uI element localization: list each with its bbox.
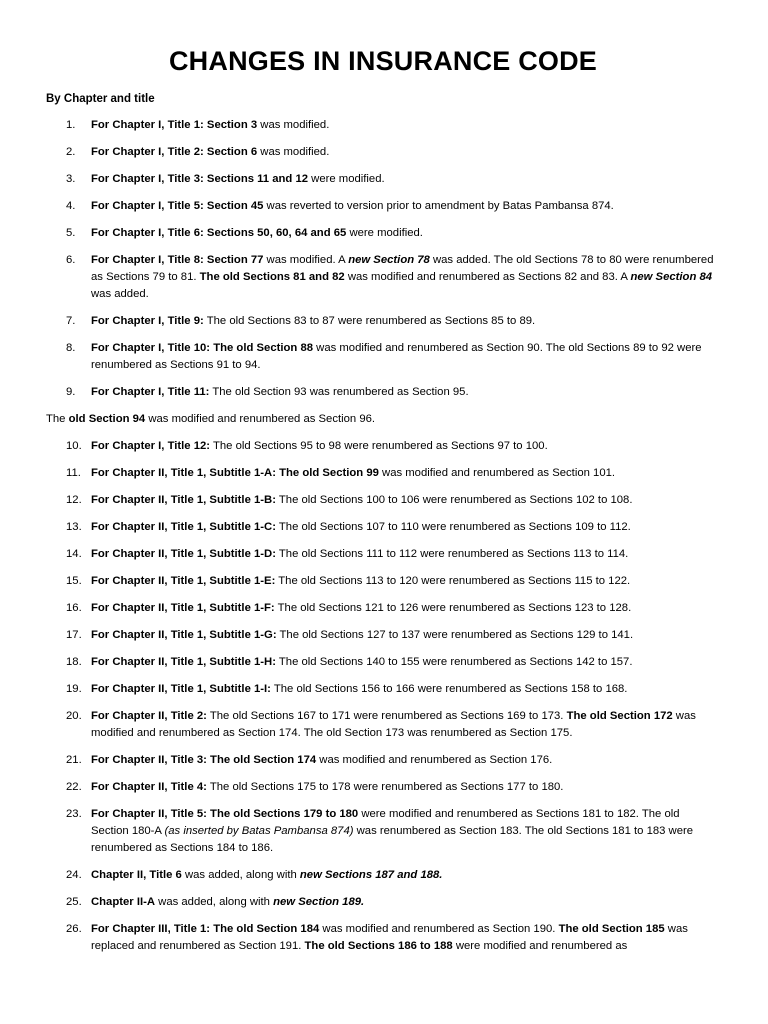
text-run: The old Sections 111 to 112 were renumbered as Sections 113 to 114. <box>275 548 629 560</box>
list-item-number: 18. <box>66 656 82 668</box>
text-run: For Chapter I, Title 5: Section 45 <box>91 200 264 212</box>
text-run: new Section 78 <box>348 254 430 266</box>
text-run: was added. The old Sections 78 to 80 were renumbered as Sections 79 to 81. <box>91 254 714 283</box>
text-run: For Chapter I, Title 8: Section 77 <box>91 254 264 266</box>
list-item <box>46 573 720 590</box>
text-run: For Chapter II, Title 3: The old Section 174 <box>91 754 317 766</box>
text-run: was modified. A <box>263 254 349 266</box>
list-item-number: 20. <box>66 710 82 722</box>
list-item <box>46 198 720 215</box>
text-run: The old Sections 83 to 87 were renumbered as Sections 85 to 89. <box>203 315 536 327</box>
list-item-text <box>91 923 688 952</box>
list-item <box>46 492 720 509</box>
list-item-number: 23. <box>66 808 82 820</box>
list-item <box>46 600 720 617</box>
list-item-text <box>91 754 552 766</box>
text-run: was added, along with <box>155 896 274 908</box>
text-run: For Chapter III, Title 1: The old Section 184 <box>91 923 320 935</box>
changes-list-part-2 <box>46 438 720 955</box>
list-item <box>46 519 720 536</box>
list-item <box>46 806 720 857</box>
text-run: Chapter II-A <box>91 896 156 908</box>
list-item-text <box>91 440 548 452</box>
list-item-number: 26. <box>66 923 82 935</box>
text-run: The old Sections 175 to 178 were renumbered as Sections 177 to 180. <box>206 781 564 793</box>
list-item <box>46 117 720 134</box>
text-run: The old Sections 156 to 166 were renumbered as Sections 158 to 168. <box>270 683 628 695</box>
text-run: For Chapter II, Title 2: <box>91 710 207 722</box>
text-run: was added, along with <box>181 869 300 881</box>
list-item-text <box>91 494 632 506</box>
list-item-number: 14. <box>66 548 82 560</box>
text-run: For Chapter II, Title 4: <box>91 781 207 793</box>
text-run: For Chapter II, Title 1, Subtitle 1-C: <box>91 521 276 533</box>
list-item-text <box>91 254 713 300</box>
text-run: For Chapter II, Title 1, Subtitle 1-H: <box>91 656 276 668</box>
list-item-number: 9. <box>66 386 76 398</box>
text-run: was modified. <box>257 146 330 158</box>
interstitial-note <box>46 411 720 428</box>
text-run: For Chapter I, Title 3: Sections 11 and 12 <box>91 173 309 185</box>
list-item-number: 1. <box>66 119 76 131</box>
list-item <box>46 894 720 911</box>
list-item <box>46 627 720 644</box>
list-item-number: 5. <box>66 227 76 239</box>
text-run: For Chapter I, Title 12: <box>91 440 211 452</box>
text-run: were modified. <box>346 227 423 239</box>
text-run: new Section 189. <box>273 896 365 908</box>
text-run: The old Section 93 was renumbered as Section 95. <box>209 386 469 398</box>
text-run: were modified. <box>308 173 385 185</box>
list-item-number: 19. <box>66 683 82 695</box>
text-run: For Chapter II, Title 1, Subtitle 1-I: <box>91 683 271 695</box>
text-run: The old Sections 81 and 82 <box>199 271 345 283</box>
list-item-number: 8. <box>66 342 76 354</box>
list-item-text <box>91 710 696 739</box>
list-item-number: 21. <box>66 754 82 766</box>
text-run: For Chapter II, Title 1, Subtitle 1-G: <box>91 629 277 641</box>
text-run: was modified and renumbered as Section 176. <box>316 754 553 766</box>
text-run: The old Section 185 <box>558 923 665 935</box>
text-run: For Chapter II, Title 1, Subtitle 1-D: <box>91 548 276 560</box>
text-run: was modified and renumbered as Section 174. The old Section 173 was renumbered as Section 175. <box>91 710 696 739</box>
list-item-number: 11. <box>66 467 81 479</box>
list-item <box>46 313 720 330</box>
text-run: The <box>46 413 69 425</box>
list-item-number: 17. <box>66 629 82 641</box>
list-item-number: 3. <box>66 173 76 185</box>
text-run: The old Section 172 <box>566 710 673 722</box>
list-item-number: 13. <box>66 521 82 533</box>
text-run: was reverted to version prior to amendment by Batas Pambansa 874. <box>263 200 614 212</box>
list-item-text <box>91 602 631 614</box>
text-run: For Chapter II, Title 1, Subtitle 1-F: <box>91 602 275 614</box>
list-item-number: 4. <box>66 200 76 212</box>
text-run: For Chapter II, Title 5: The old Sections 179 to 180 <box>91 808 359 820</box>
list-item-text <box>91 575 630 587</box>
text-run: The old Sections 121 to 126 were renumbered as Sections 123 to 128. <box>274 602 632 614</box>
text-run: The old Sections 100 to 106 were renumbered as Sections 102 to 108. <box>275 494 633 506</box>
text-run: For Chapter I, Title 1: Section 3 <box>91 119 258 131</box>
text-run: was modified and renumbered as Section 190. <box>319 923 559 935</box>
list-item <box>46 752 720 769</box>
text-run: was modified and renumbered as Section 101. <box>378 467 616 479</box>
text-run: The old Sections 167 to 171 were renumbered as Sections 169 to 173. <box>206 710 567 722</box>
text-run: The old Sections 186 to 188 <box>304 940 453 952</box>
list-item <box>46 708 720 742</box>
text-run: For Chapter I, Title 2: Section 6 <box>91 146 258 158</box>
text-run: was modified. <box>257 119 330 131</box>
list-item-text <box>91 315 535 327</box>
list-item-text <box>91 781 563 793</box>
list-item-text <box>91 119 329 131</box>
text-run: new Section 84 <box>630 271 713 283</box>
list-item-text <box>91 467 615 479</box>
text-run: The old Sections 95 to 98 were renumbered as Sections 97 to 100. <box>210 440 548 452</box>
list-item-text <box>91 386 469 398</box>
text-run: was modified and renumbered as Sections 82 and 83. A <box>344 271 631 283</box>
section-subheading: By Chapter and title <box>46 93 155 105</box>
text-run: For Chapter II, Title 1, Subtitle 1-E: <box>91 575 276 587</box>
list-item-number: 24. <box>66 869 82 881</box>
list-item <box>46 171 720 188</box>
list-item <box>46 867 720 884</box>
list-item <box>46 438 720 455</box>
text-run: was added. <box>91 288 149 300</box>
list-item-number: 15. <box>66 575 82 587</box>
text-run: The old Sections 140 to 155 were renumbered as Sections 142 to 157. <box>275 656 633 668</box>
text-run: The old Sections 127 to 137 were renumbered as Sections 129 to 141. <box>276 629 634 641</box>
list-item-number: 6. <box>66 254 76 266</box>
text-run: was replaced and renumbered as Section 191. <box>91 923 688 952</box>
list-item-number: 25. <box>66 896 82 908</box>
text-run: were modified and renumbered as <box>452 940 628 952</box>
list-item <box>46 144 720 161</box>
changes-list-part-1 <box>46 117 720 401</box>
list-item <box>46 681 720 698</box>
list-item-number: 10. <box>66 440 82 452</box>
list-item-text <box>91 683 627 695</box>
list-item-number: 7. <box>66 315 76 327</box>
list-item <box>46 546 720 563</box>
text-run: new Sections 187 and 188. <box>299 869 443 881</box>
list-item <box>46 340 720 374</box>
list-item-text <box>91 548 628 560</box>
list-item-number: 2. <box>66 146 76 158</box>
text-run: For Chapter II, Title 1, Subtitle 1-B: <box>91 494 276 506</box>
text-run: For Chapter I, Title 10: The old Section 88 <box>91 342 314 354</box>
text-run: For Chapter I, Title 11: <box>91 386 210 398</box>
list-item-text <box>91 869 442 881</box>
list-item-text <box>91 629 633 641</box>
list-item-number: 22. <box>66 781 82 793</box>
text-run: For Chapter I, Title 6: Sections 50, 60, 64 and 65 <box>91 227 347 239</box>
list-item-text <box>91 342 702 371</box>
list-item-text <box>91 808 693 854</box>
text-run: was renumbered as Section 183. The old Sections 181 to 183 were renumbered as Sections 184 to 186. <box>91 825 694 854</box>
list-item <box>46 225 720 242</box>
list-item-text <box>91 173 385 185</box>
text-run: The old Sections 113 to 120 were renumbered as Sections 115 to 122. <box>275 575 631 587</box>
text-run: The old Sections 107 to 110 were renumbered as Sections 109 to 112. <box>275 521 631 533</box>
text-run: old Section 94 <box>68 413 146 425</box>
list-item <box>46 654 720 671</box>
text-run: were modified and renumbered as Sections 181 to 182. The old Section 180-A <box>91 808 680 837</box>
list-item <box>46 465 720 482</box>
list-item-text <box>91 521 631 533</box>
list-item-text <box>91 200 614 212</box>
text-run: For Chapter II, Title 1, Subtitle 1-A: The old Section 99 <box>91 467 379 479</box>
list-item <box>46 384 720 401</box>
text-run: Chapter II, Title 6 <box>91 869 182 881</box>
list-item-text <box>91 146 329 158</box>
list-item-text <box>91 656 632 668</box>
list-item-text <box>91 896 364 908</box>
text-run: For Chapter I, Title 9: <box>91 315 204 327</box>
list-item <box>46 252 720 303</box>
list-item <box>46 921 720 955</box>
list-item-number: 16. <box>66 602 82 614</box>
list-item-number: 12. <box>66 494 82 506</box>
text-run: was modified and renumbered as Section 90. The old Sections 89 to 92 were renumbered as Sections 91 to 94. <box>91 342 702 371</box>
list-item-text <box>91 227 423 239</box>
document-title: CHANGES IN INSURANCE CODE <box>168 46 598 76</box>
text-run: was modified and renumbered as Section 96. <box>145 413 376 425</box>
list-item <box>46 779 720 796</box>
text-run: (as inserted by Batas Pambansa 874) <box>164 825 354 837</box>
